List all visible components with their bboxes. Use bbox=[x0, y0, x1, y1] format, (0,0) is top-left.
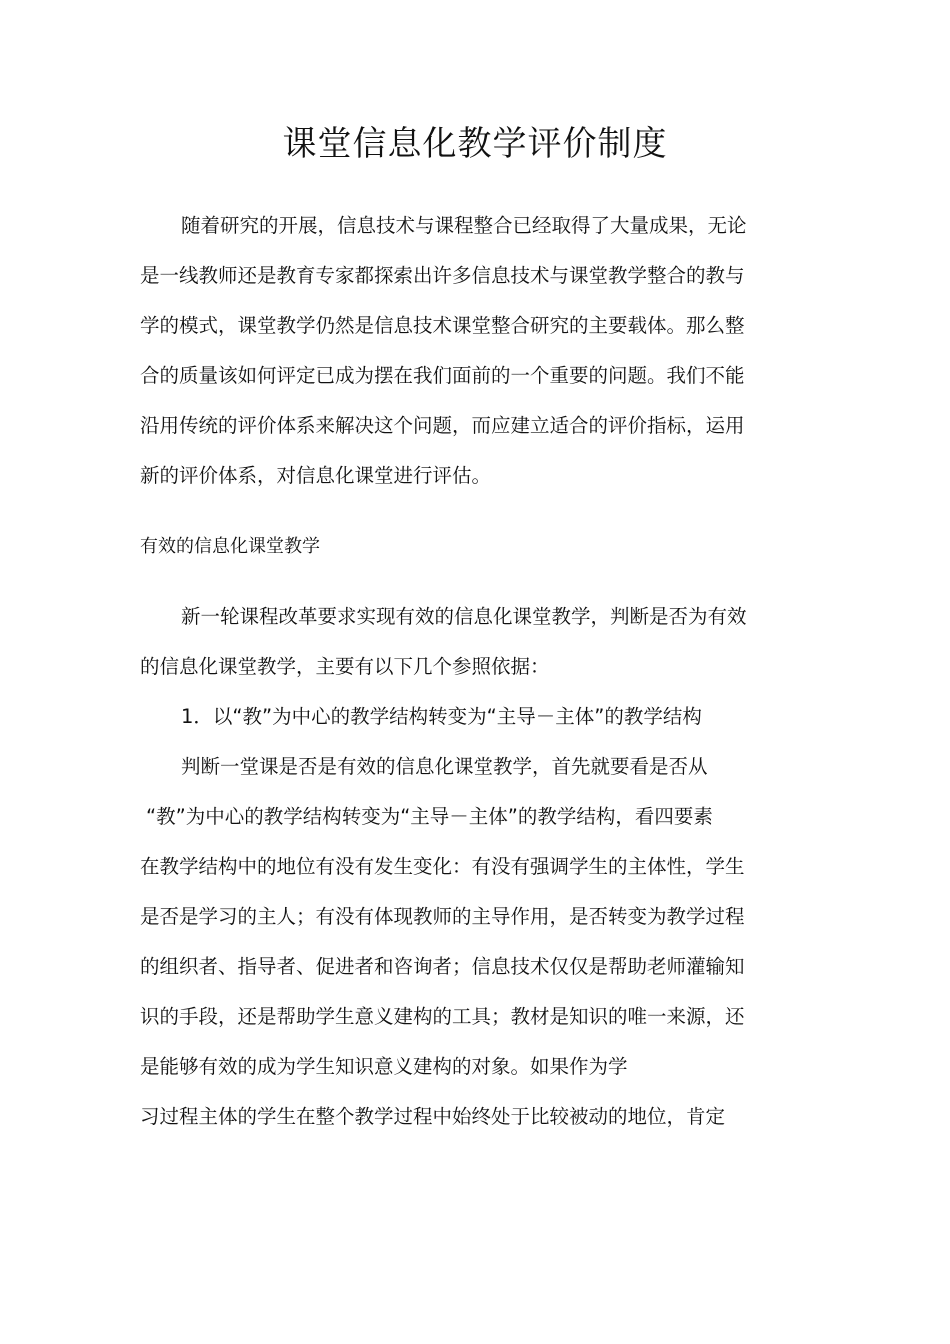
paragraph-line: 合的质量该如何评定已成为摆在我们面前的一个重要的问题。我们不能 bbox=[140, 364, 745, 387]
paragraph-line: 新一轮课程改革要求实现有效的信息化课堂教学，判断是否为有效 bbox=[181, 605, 747, 628]
paragraph-line: 新的评价体系，对信息化课堂进行评估。 bbox=[140, 464, 492, 487]
paragraph-line: 是一线教师还是教育专家都探索出许多信息技术与课堂教学整合的教与 bbox=[140, 264, 745, 287]
paragraph-line: 是否是学习的主人；有没有体现教师的主导作用，是否转变为教学过程 bbox=[140, 905, 745, 928]
paragraph-line: 学的模式，课堂教学仍然是信息技术课堂整合研究的主要载体。那么整 bbox=[140, 314, 745, 337]
paragraph-line: 习过程主体的学生在整个教学过程中始终处于比较被动的地位，肯定 bbox=[140, 1105, 726, 1128]
paragraph-line: 沿用传统的评价体系来解决这个问题，而应建立适合的评价指标，运用 bbox=[140, 414, 745, 437]
paragraph-line: 的组织者、指导者、促进者和咨询者；信息技术仅仅是帮助老师灌输知 bbox=[140, 955, 745, 978]
paragraph-line: 判断一堂课是否是有效的信息化课堂教学，首先就要看是否从 bbox=[181, 755, 708, 778]
document-title: 课堂信息化教学评价制度 bbox=[282, 124, 668, 164]
paragraph-line: 是能够有效的成为学生知识意义建构的对象。如果作为学 bbox=[140, 1055, 628, 1078]
section-heading: 有效的信息化课堂教学 bbox=[140, 536, 320, 557]
paragraph-line: 随着研究的开展，信息技术与课程整合已经取得了大量成果，无论 bbox=[181, 214, 747, 237]
paragraph-line: 识的手段，还是帮助学生意义建构的工具；教材是知识的唯一来源，还 bbox=[140, 1005, 745, 1028]
list-item-title: 1．以“教”为中心的教学结构转变为“主导－主体”的教学结构 bbox=[181, 705, 702, 728]
paragraph-line: 的信息化课堂教学，主要有以下几个参照依据： bbox=[140, 655, 550, 678]
paragraph-line: “教”为中心的教学结构转变为“主导－主体”的教学结构，看四要素 bbox=[146, 805, 713, 828]
paragraph-line: 在教学结构中的地位有没有发生变化：有没有强调学生的主体性，学生 bbox=[140, 855, 745, 878]
